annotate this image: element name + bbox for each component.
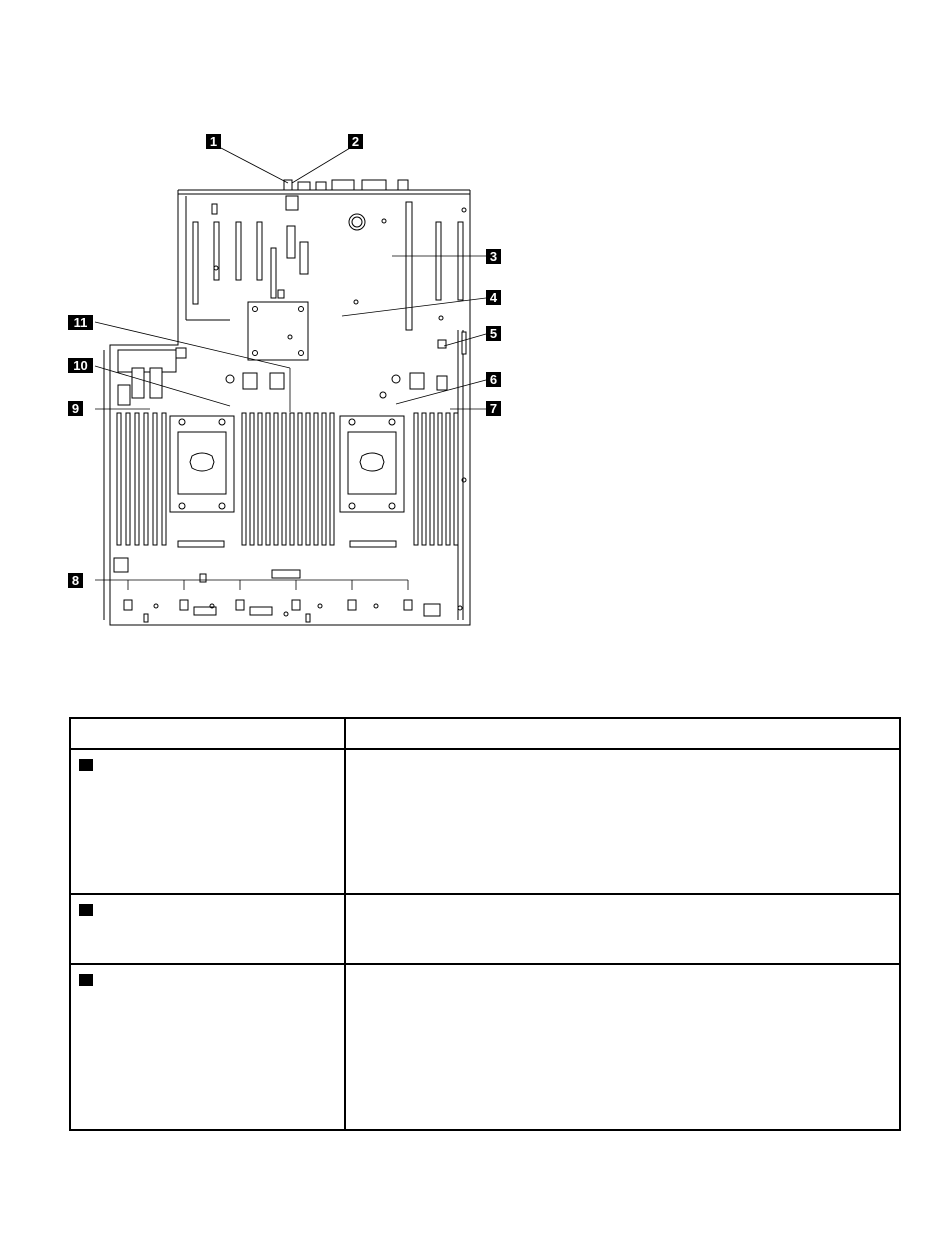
callout-marker-icon	[79, 759, 93, 771]
callout-5	[486, 326, 501, 341]
table-cell-description	[345, 894, 900, 964]
pcie-slots-left	[193, 204, 308, 304]
callout-marker-icon	[79, 974, 93, 986]
processor-socket-2	[340, 416, 404, 512]
table-cell-description	[345, 749, 900, 894]
callout-1-number: 1	[209, 134, 218, 149]
dimm-slots-group-1	[117, 413, 166, 545]
dimm-slots-group-2	[242, 413, 334, 545]
callout-6	[486, 372, 501, 387]
callout-9	[68, 401, 83, 416]
table-cell-label	[70, 749, 345, 894]
callout-3	[486, 249, 501, 264]
callout-5-number: 5	[489, 326, 498, 341]
callout-3-number: 3	[489, 249, 498, 264]
callout-6-number: 6	[489, 372, 498, 387]
chipset-heatsink	[248, 302, 308, 360]
table-cell-label	[70, 964, 345, 1130]
component-table	[69, 717, 901, 1131]
callout-8	[68, 573, 83, 588]
table-cell-label	[70, 894, 345, 964]
callout-2-number: 2	[351, 134, 360, 149]
callout-11-number: 11	[73, 315, 88, 330]
callout-4	[486, 290, 501, 305]
fan-connector-row	[124, 580, 440, 622]
backplane-connectors-left	[118, 348, 186, 405]
processor-socket-1	[170, 416, 234, 512]
table-header-callout	[70, 718, 345, 749]
rear-connectors	[284, 180, 408, 210]
callout-7	[486, 401, 501, 416]
cmos-battery	[349, 214, 365, 230]
dimm-slots-group-3	[414, 413, 458, 545]
table-cell-description	[345, 964, 900, 1130]
table-header-description	[345, 718, 900, 749]
mounting-holes	[214, 208, 466, 610]
callout-10	[68, 358, 93, 373]
callout-7-number: 7	[489, 401, 498, 416]
table-row	[70, 964, 900, 1130]
power-connectors	[114, 541, 396, 582]
pcie-slots-right	[406, 202, 466, 354]
table-row	[70, 749, 900, 894]
system-fan-connectors	[226, 373, 447, 398]
table-row	[70, 894, 900, 964]
callout-8-number: 8	[71, 573, 80, 588]
callout-9-number: 9	[71, 401, 80, 416]
callout-4-number: 4	[489, 290, 498, 305]
component-table-container	[69, 717, 901, 1131]
callout-11	[68, 315, 93, 330]
callout-10-number: 10	[73, 358, 88, 373]
callout-1	[206, 134, 221, 149]
callout-marker-icon	[79, 904, 93, 916]
table-header-row	[70, 718, 900, 749]
callout-2	[348, 134, 363, 149]
